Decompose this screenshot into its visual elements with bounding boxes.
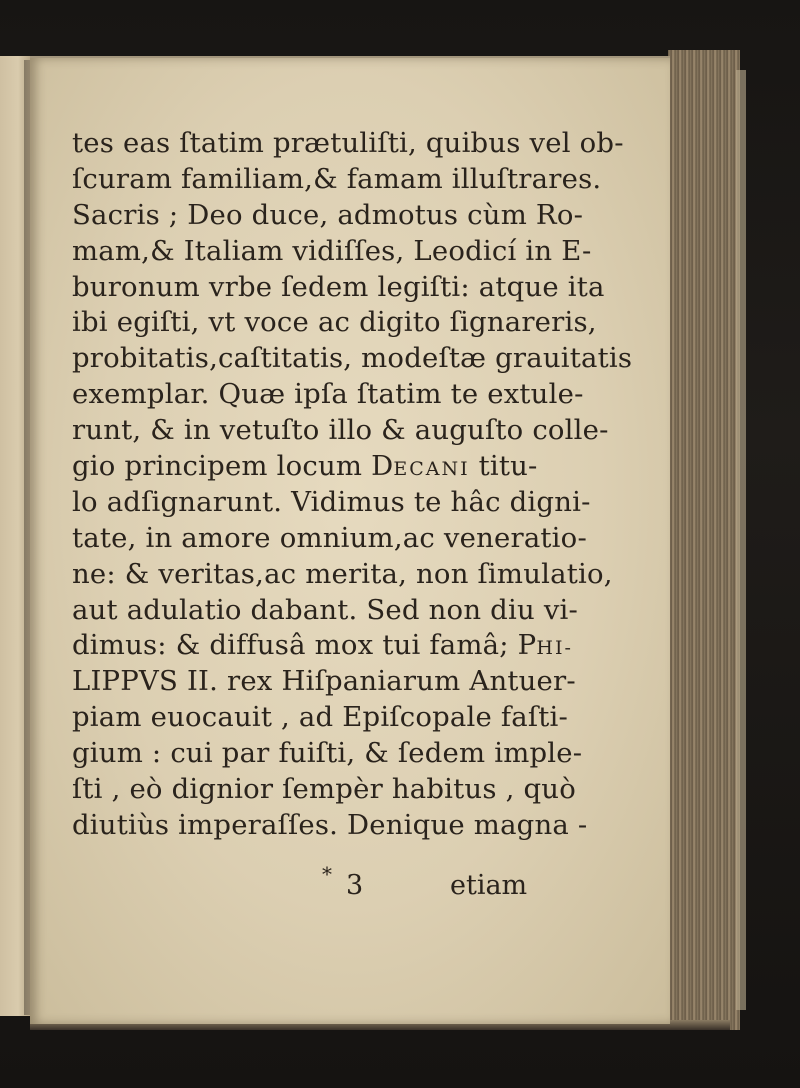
text-line: runt, & in vetuſto illo & auguſto colle- bbox=[72, 414, 609, 447]
text-line: exemplar. Quæ ipſa ſtatim te extule- bbox=[72, 378, 584, 411]
line-head: gio principem locum D bbox=[72, 450, 394, 483]
line-tail: titu- bbox=[469, 450, 538, 483]
text-line: ſcuram familiam,& famam illuſtrares. bbox=[72, 162, 602, 195]
smallcaps-text: HI- bbox=[536, 637, 573, 660]
page-block-edges bbox=[668, 50, 740, 1030]
text-line: ne: & veritas,ac merita, non ſimulatio, bbox=[72, 557, 613, 590]
text-line: tes eas ſtatim prætuliſti, quibus vel ob- bbox=[72, 127, 624, 159]
text-line: aut adulatio dabant. Sed non diu vi- bbox=[72, 593, 579, 626]
page-footer bbox=[72, 862, 572, 910]
text-line: ibi egiſti, vt voce ac digito ſignareris, bbox=[72, 306, 597, 339]
page-text bbox=[72, 126, 633, 844]
text-line: Sacris ; Deo duce, admotus cùm Ro- bbox=[72, 198, 584, 231]
text-line: ſti , eò dignior ſempèr habitus , quò bbox=[72, 773, 576, 806]
signature-number: 3 bbox=[346, 870, 364, 901]
text-line: probitatis,caſtitatis, modeſtæ grauitatis bbox=[72, 342, 633, 375]
text-line: piam euocauit , ad Epiſcopale faſti- bbox=[72, 701, 568, 734]
text-line: LIPPVS II. rex Hiſpaniarum Antuer- bbox=[72, 665, 576, 698]
text-line: mam,& Italiam vidiſſes, Leodicí in E- bbox=[72, 234, 592, 267]
text-line-with-smallcaps bbox=[72, 449, 572, 485]
smallcaps-text: ECANI bbox=[393, 458, 470, 481]
catchword: etiam bbox=[450, 870, 528, 901]
text-line-with-smallcaps bbox=[72, 628, 572, 664]
signature-mark: * bbox=[322, 862, 332, 886]
text-line: diutiùs imperaſſes. Denique magna - bbox=[72, 808, 588, 841]
text-line: buronum vrbe ſedem legiſti: atque ita bbox=[72, 270, 605, 303]
line-head: dimus: & diffusâ mox tui famâ; P bbox=[72, 629, 537, 662]
text-line: lo adſignarunt. Vidimus te hâc digni- bbox=[72, 485, 591, 518]
text-line: tate, in amore omnium,ac veneratio- bbox=[72, 521, 587, 554]
text-line: gium : cui par fuiſti, & ſedem imple- bbox=[72, 737, 583, 770]
